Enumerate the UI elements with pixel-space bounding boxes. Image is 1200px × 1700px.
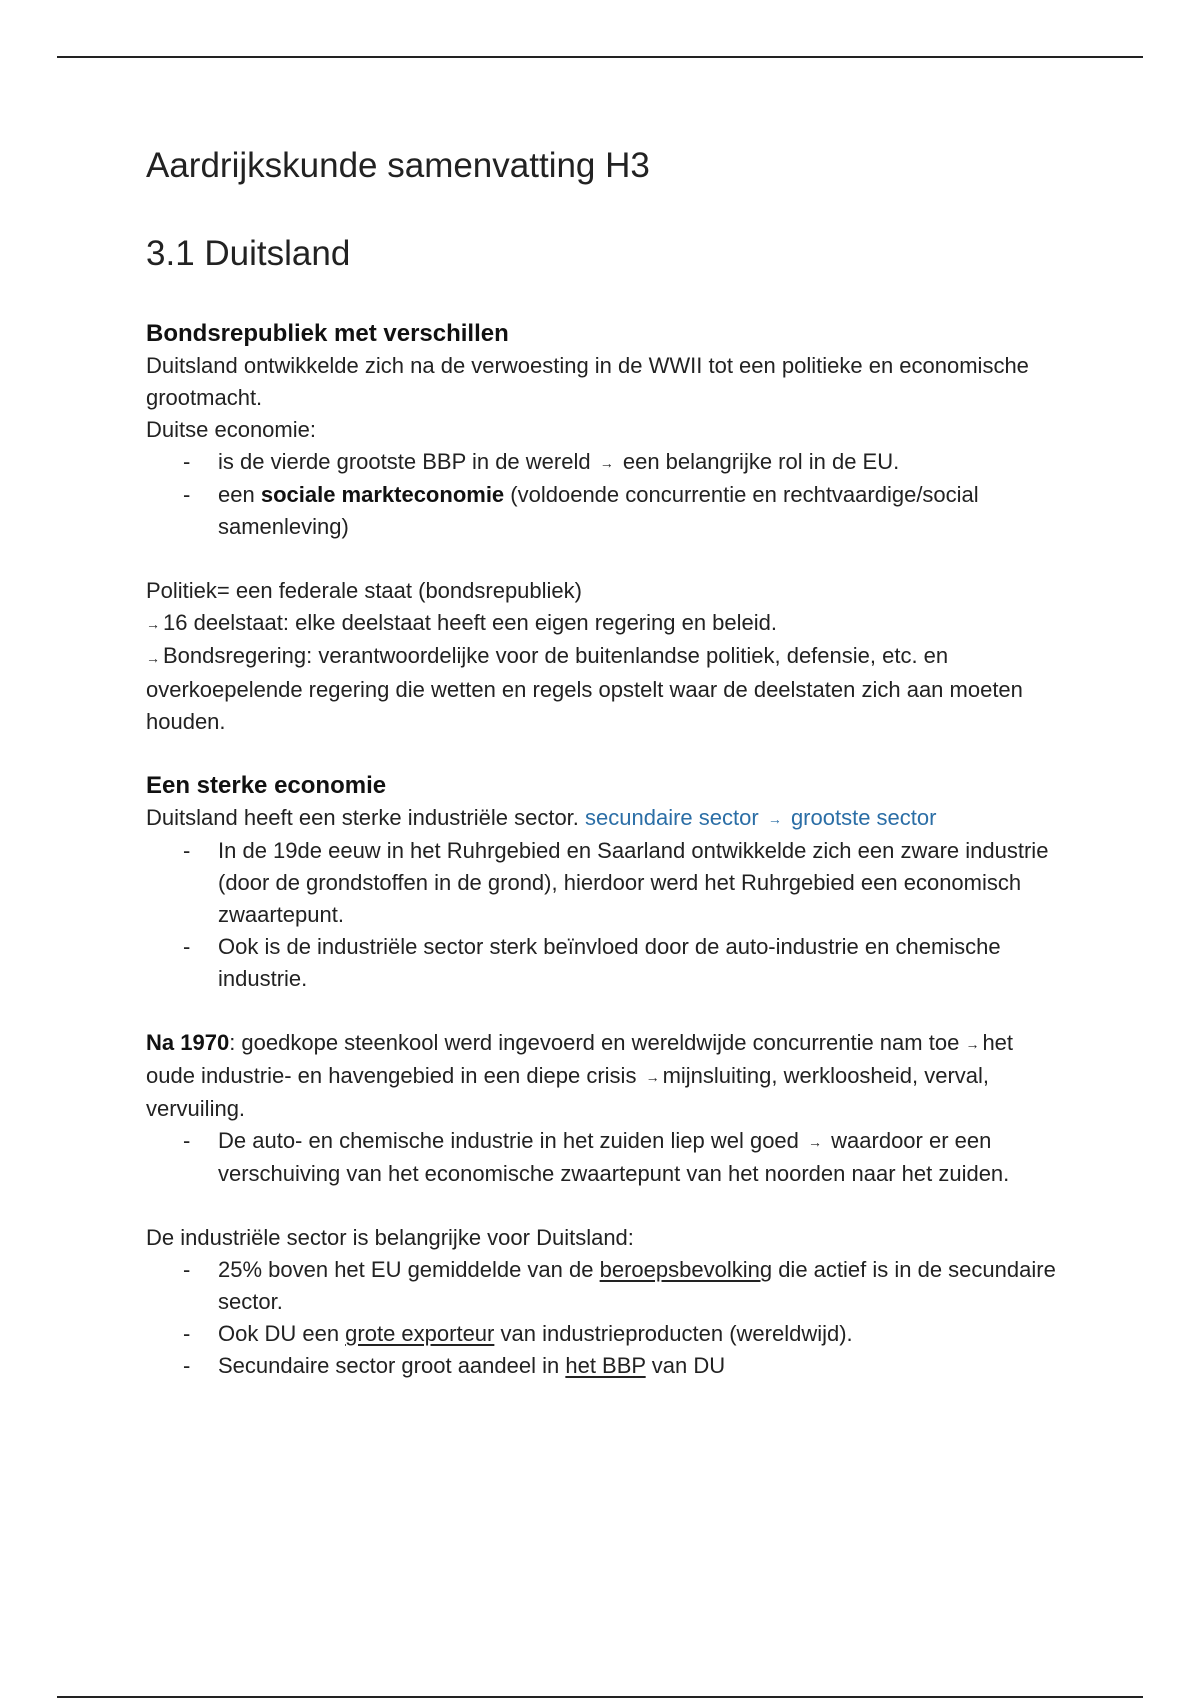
arrow-icon: → (808, 1134, 823, 1151)
na-1970-paragraph: Na 1970: goedkope steenkool werd ingevoerd en wereldwijde concurrentie nam toe → het oude industrie- en havengebied in een diepe crisis → mijnsluiting, werkloosheid, verval, vervuiling. (146, 1029, 1014, 1122)
list-item: - Ook DU een grote exporteur van industrieproducten (wereldwijd). (146, 1318, 1066, 1350)
list-item: - een sociale markteconomie (voldoende concurrentie en rechtvaardige/social samenleving) (146, 479, 1066, 543)
bullet-dash: - (183, 482, 191, 508)
bold-term: sociale markteconomie (260, 482, 505, 508)
arrow-icon: → (645, 1069, 660, 1086)
sector-note: secundaire sector → grootste sector (585, 805, 936, 830)
underlined-term: grote exporteur (345, 1321, 495, 1347)
bullet-dash: - (183, 933, 191, 959)
subheading-economie: Een sterke economie (146, 771, 387, 799)
list-item: - is de vierde grootste BBP in de wereld → een belangrijke rol in de EU. (146, 446, 1066, 479)
politics-point: → Bondsregering: verantwoordelijke voor de buitenlandse politiek, defensie, etc. en overkoepelende regering die wetten en regels opstelt waar de deelstaten zich aan moeten houden. (146, 643, 1023, 734)
header-rule (57, 56, 1143, 58)
document-page (146, 140, 1066, 1382)
politics-point: → 16 deelstaat: elke deelstaat heeft een eigen regering en beleid. (146, 607, 1066, 640)
bullet-dash: - (183, 1128, 191, 1154)
section-title: 3.1 Duitsland (146, 234, 351, 273)
underlined-term: het BBP (565, 1353, 646, 1379)
bullet-dash: - (183, 1321, 191, 1347)
list-item: - Secundaire sector groot aandeel in het BBP van DU (146, 1350, 1066, 1382)
bullet-dash: - (183, 1257, 191, 1283)
document-title: Aardrijkskunde samenvatting H3 (146, 146, 650, 185)
underlined-term: beroepsbevolking (599, 1257, 773, 1283)
bullet-dash: - (183, 449, 191, 474)
list-item: - Ook is de industriële sector sterk beïnvloed door de auto-industrie en chemische industrie. (146, 931, 1066, 995)
intro-paragraph: Duitsland ontwikkelde zich na de verwoesting in de WWII tot een politieke en economische grootmacht. (146, 353, 1029, 410)
arrow-icon: → (146, 649, 160, 666)
bullet-dash: - (183, 1353, 191, 1379)
list-item: - De auto- en chemische industrie in het zuiden liep wel goed → waardoor er een verschuiving van het economische zwaartepunt van het noorden naar het zuiden. (146, 1125, 1066, 1190)
subheading-bondsrepubliek: Bondsrepubliek met verschillen (146, 320, 509, 347)
economy-list (146, 446, 1066, 543)
shift-list (146, 1125, 1066, 1190)
bold-term: Na 1970 (146, 1029, 230, 1055)
importance-line: De industriële sector is belangrijke voor Duitsland: (146, 1225, 634, 1251)
footer-rule (57, 1696, 1143, 1698)
list-item: - In de 19de eeuw in het Ruhrgebied en Saarland ontwikkelde zich een zware industrie (door de grondstoffen in de grond), hierdoor werd het Ruhrgebied een economisch zwaartepunt. (146, 835, 1066, 931)
arrow-icon: → (599, 455, 614, 472)
bullet-dash: - (183, 837, 191, 863)
arrow-icon: → (965, 1035, 980, 1052)
economy-label: Duitse economie: (146, 417, 316, 442)
importance-list (146, 1254, 1066, 1382)
list-item: - 25% boven het EU gemiddelde van de beroepsbevolking die actief is in de secundaire sector. (146, 1254, 1066, 1318)
industry-list (146, 835, 1066, 995)
politics-line: Politiek= een federale staat (bondsrepubliek) (146, 578, 582, 604)
economy-intro: Duitsland heeft een sterke industriële sector. secundaire sector → grootste sector (146, 802, 1066, 835)
arrow-icon: → (146, 616, 160, 633)
arrow-icon: → (767, 810, 782, 827)
